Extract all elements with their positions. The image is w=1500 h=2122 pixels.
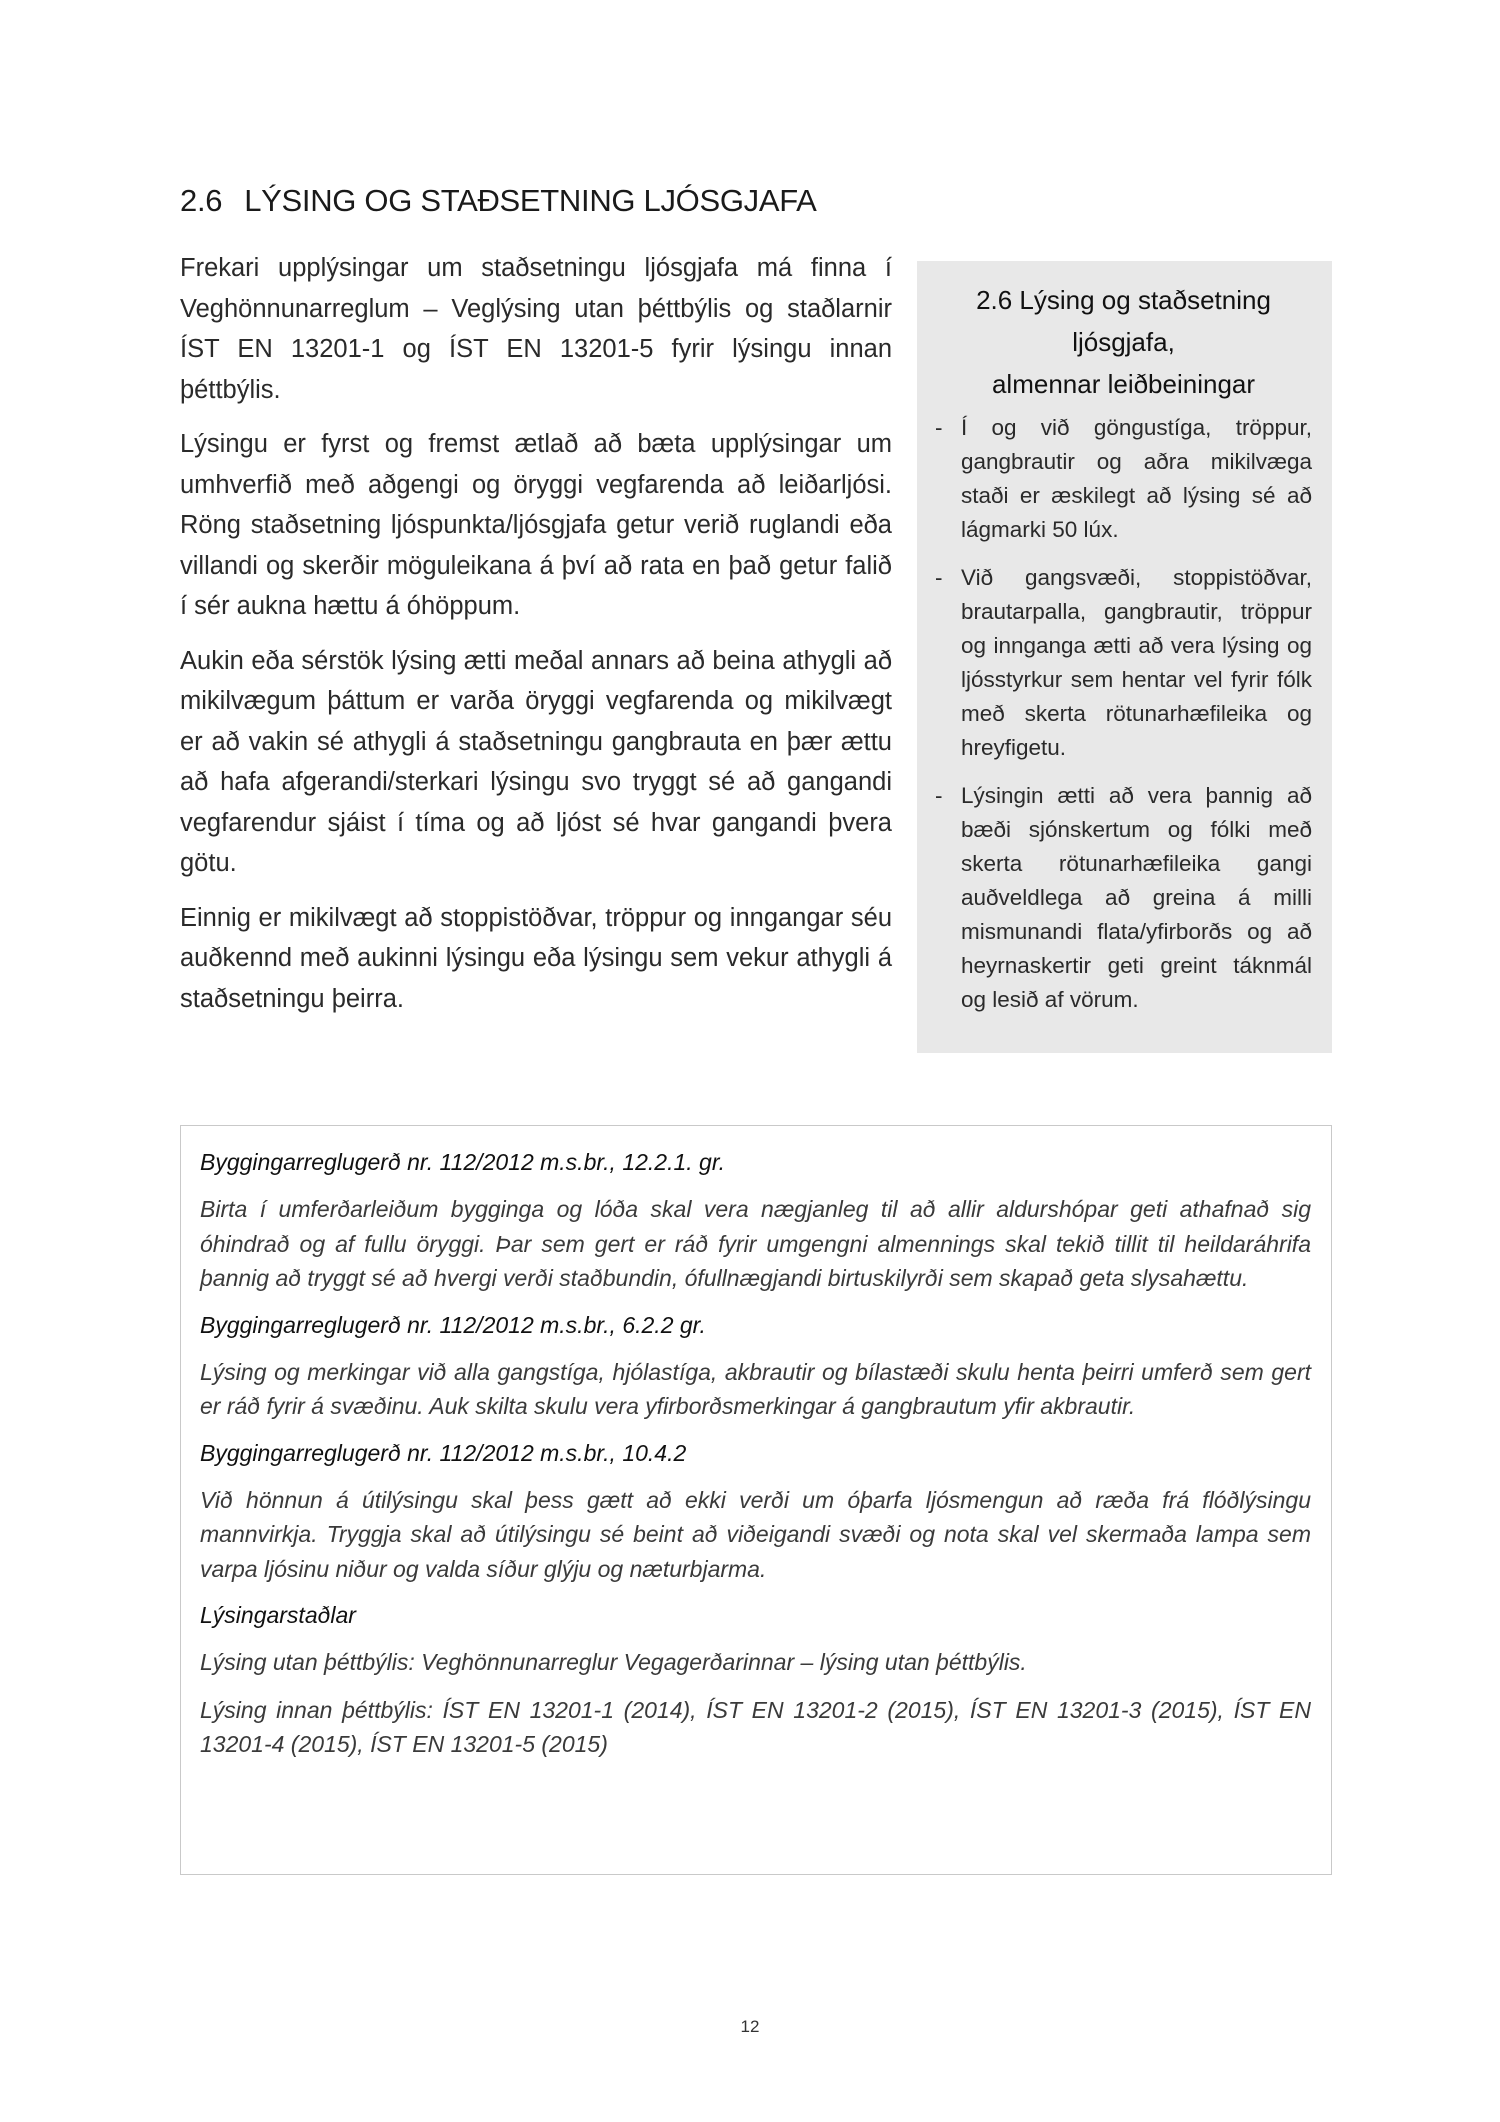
guidelines-sidebar xyxy=(917,261,1332,1053)
sidebar-item-text: Við gangsvæði, stoppistöðvar, brautarpalla, gangbrautir, tröppur og innganga ætti að vera lýsing og ljósstyrkur sem hentar vel fyrir fólk með skerta rötunarhæfileika og hreyfigetu. xyxy=(961,565,1312,760)
regulations-box xyxy=(180,1125,1332,1875)
body-paragraph: Einnig er mikilvægt að stoppistöðvar, tröppur og inngangar séu auðkennd með aukinni lýsingu eða lýsingu sem vekur athygli á staðsetningu þeirra. xyxy=(180,903,892,1013)
sidebar-item-text: Lýsingin ætti að vera þannig að bæði sjónskertum og fólki með skerta rötunarhæfileika gangi auðveldlega að greina á milli mismunandi flata/yfirborðs og að heyrnaskertir geti greint táknmál og lesið af vörum. xyxy=(961,783,1312,1012)
standards-rural: Lýsing utan þéttbýlis: Veghönnunarreglur Vegagerðarinnar – lýsing utan þéttbýlis. xyxy=(200,1649,1027,1675)
page-number: 12 xyxy=(740,2017,760,2036)
section-number: 2.6 xyxy=(180,183,223,218)
regulation-title: Byggingarreglugerð nr. 112/2012 m.s.br., 12.2.1. gr. xyxy=(200,1149,726,1175)
regulation-text: Birta í umferðarleiðum bygginga og lóða skal vera nægjanleg til að allir aldurshópar geti athafnað sig óhindrað og af fullu öryggi. Þar sem gert er ráð fyrir umgengni almennings skal tekið tillit til heildaráhrifa þannig að tryggt sé að hvergi verði staðbundin, ófullnægjandi birtuskilyrði sem skapað geta slysahættu. xyxy=(200,1196,1311,1291)
bullet-dash: - xyxy=(935,565,943,590)
sidebar-title-line: almennar leiðbeiningar xyxy=(991,369,1256,399)
body-paragraph: Lýsingu er fyrst og fremst ætlað að bæta upplýsingar um umhverfið með aðgengi og öryggi vegfarenda að leiðarljósi. Röng staðsetning ljóspunkta/ljósgjafa getur verið ruglandi eða villandi og skerðir möguleikana á því að rata en það getur falið í sér aukna hættu á óhöppum. xyxy=(180,430,892,620)
section-heading xyxy=(180,183,817,219)
sidebar-title-line: 2.6 Lýsing og staðsetning xyxy=(976,285,1271,315)
sidebar-title xyxy=(935,279,1312,405)
sidebar-title-line: ljósgjafa, xyxy=(1072,327,1175,357)
bullet-dash: - xyxy=(935,783,943,808)
sidebar-list-item xyxy=(935,561,1312,765)
sidebar-list-item xyxy=(935,779,1312,1017)
regulation-title: Byggingarreglugerð nr. 112/2012 m.s.br., 6.2.2 gr. xyxy=(200,1311,706,1338)
sidebar-list xyxy=(935,411,1312,1017)
standards-title: Lýsingarstaðlar xyxy=(200,1602,356,1628)
body-paragraph: Frekari upplýsingar um staðsetningu ljósgjafa má finna í Veghönnunarreglum – Veglýsing utan þéttbýlis og staðlarnir ÍST EN 13201-1 og ÍST EN 13201-5 fyrir lýsingu innan þéttbýlis. xyxy=(180,254,892,404)
body-paragraph: Aukin eða sérstök lýsing ætti meðal annars að beina athygli að mikilvægum þáttum er varða öryggi vegfarenda og mikilvægt er að vakin sé athygli á staðsetningu gangbrauta en þær ættu að hafa afgerandi/sterkari lýsingu svo tryggt sé að gangandi vegfarendur sjáist í tíma og að ljóst sé hvar gangandi þvera götu. xyxy=(180,646,892,877)
sidebar-list-item xyxy=(935,411,1312,547)
regulation-text: Við hönnun á útilýsingu skal þess gætt að ekki verði um óþarfa ljósmengun að ræða frá flóðlýsingu mannvirkja. Tryggja skal að útilýsingu sé beint að viðeigandi svæði og nota skal vel skermaða lampa sem varpa ljósinu niður og valda síður glýju og næturbjarma. xyxy=(200,1486,1311,1582)
body-text xyxy=(180,248,892,1033)
sidebar-item-text: Í og við göngustíga, tröppur, gangbrautir og aðra mikilvæga staði er æskilegt að lýsing sé að lágmarki 50 lúx. xyxy=(961,415,1312,542)
regulation-text: Lýsing og merkingar við alla gangstíga, hjólastíga, akbrautir og bílastæði skulu henta þeirri umferð sem gert er ráð fyrir á svæðinu. Auk skilta skulu vera yfirborðsmerkingar á gangbrautum yfir akbrautir. xyxy=(200,1358,1311,1419)
standards-urban: Lýsing innan þéttbýlis: ÍST EN 13201-1 (2014), ÍST EN 13201-2 (2015), ÍST EN 13201-3 (2015), ÍST EN 13201-4 (2015), ÍST EN 13201-5 (2015) xyxy=(200,1696,1311,1757)
section-title: LÝSING OG STAÐSETNING LJÓSGJAFA xyxy=(244,183,817,218)
bullet-dash: - xyxy=(935,415,943,440)
regulation-title: Byggingarreglugerð nr. 112/2012 m.s.br., 10.4.2 xyxy=(200,1439,687,1466)
